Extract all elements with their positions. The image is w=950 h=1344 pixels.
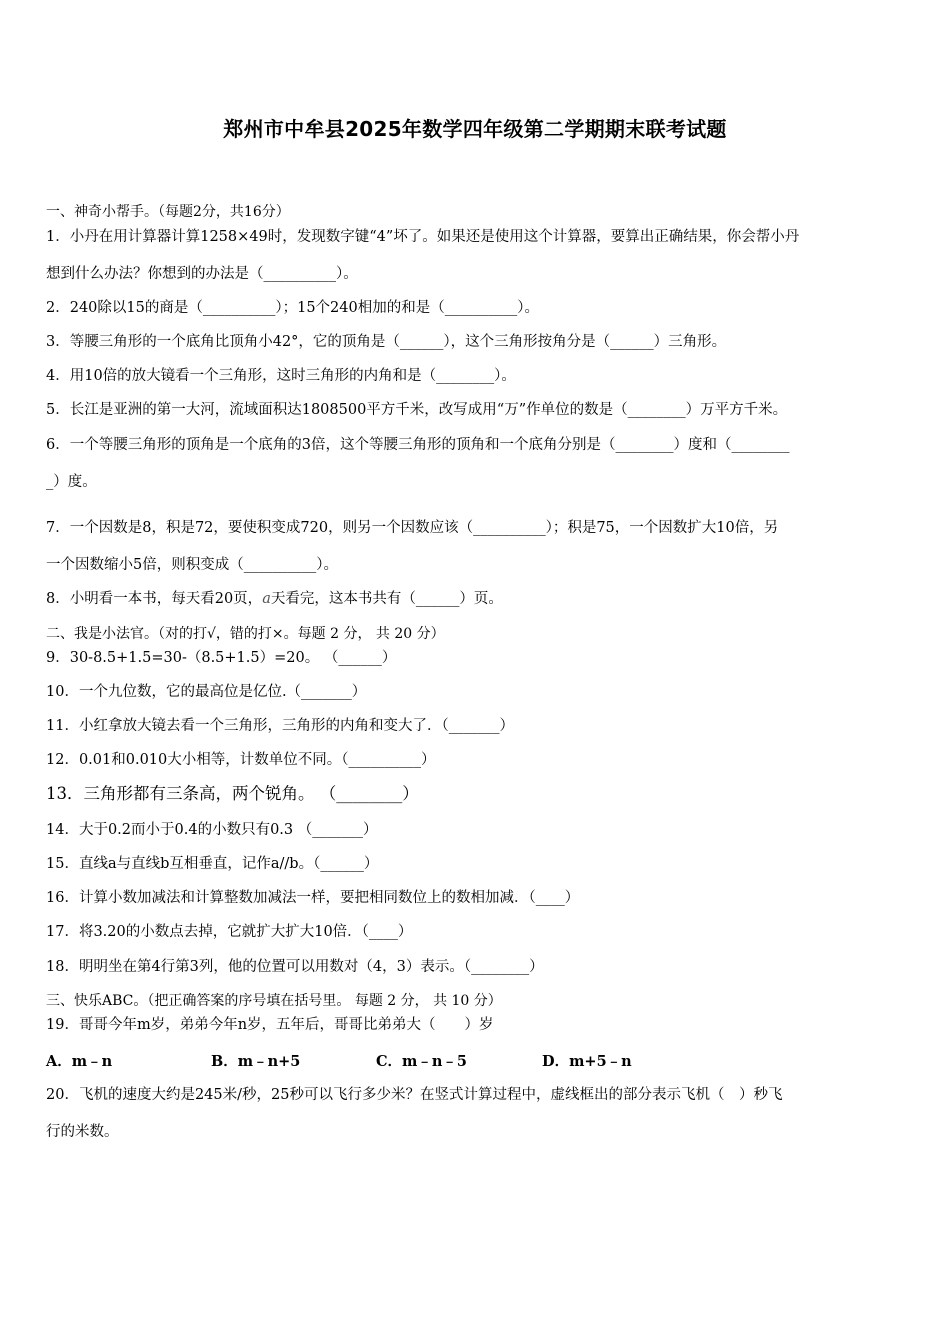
- option-d: D．m+5﹣n: [542, 1053, 632, 1070]
- question-18: 18．明明坐在第4行第3列，他的位置可以用数对（4，3）表示。（________）: [46, 959, 544, 975]
- question-8-text-after: 天看完，这本书共有（______）页。: [270, 591, 503, 607]
- question-19: 19．哥哥今年m岁，弟弟今年n岁，五年后，哥哥比弟弟大（ ）岁: [46, 1017, 494, 1033]
- question-2: 2．240除以15的商是（__________）；15个240相加的和是（__________）。: [46, 300, 539, 316]
- question-7-line-2: 一个因数缩小5倍，则积变成（__________）。: [46, 557, 338, 573]
- question-10: 10．一个九位数，它的最高位是亿位.（_______）: [46, 684, 367, 700]
- question-11: 11．小红拿放大镜去看一个三角形，三角形的内角和变大了．（_______）: [46, 718, 514, 734]
- section-2-heading: 二、我是小法官。（对的打√，错的打×。每题 2 分， 共 20 分）: [46, 626, 445, 642]
- question-20-line-2: 行的米数。: [46, 1124, 119, 1140]
- question-5: 5．长江是亚洲的第一大河，流域面积达1808500平方千米，改写成用“万”作单位的数是（________）万平方千米。: [46, 402, 788, 418]
- option-a: A．m﹣n: [46, 1053, 113, 1070]
- question-16: 16．计算小数加减法和计算整数加减法一样，要把相同数位上的数相加减．（____）: [46, 890, 580, 906]
- question-8-text-before: 8．小明看一本书，每天看20页，: [46, 591, 263, 607]
- question-6-line-2: _）度。: [46, 474, 97, 490]
- question-14: 14．大于0.2而小于0.4的小数只有0.3 （_______）: [46, 822, 378, 838]
- question-4: 4．用10倍的放大镜看一个三角形，这时三角形的内角和是（________）。: [46, 368, 516, 384]
- question-15: 15．直线a与直线b互相垂直，记作a//b。（______）: [46, 856, 379, 872]
- question-17: 17．将3.20的小数点去掉，它就扩大扩大10倍．（____）: [46, 924, 413, 940]
- page-title: 郑州市中牟县2025年数学四年级第二学期期末联考试题: [223, 117, 727, 141]
- question-7-line-1: 7．一个因数是8，积是72，要使积变成720，则另一个因数应该（__________）；积是75，一个因数扩大10倍，另: [46, 520, 779, 536]
- question-13: 13．三角形都有三条高，两个锐角。 （________）: [46, 784, 419, 803]
- question-1-line-1: 1．小丹在用计算器计算1258×49时，发现数字键“4”坏了。如果还是使用这个计算器，要算出正确结果，你会帮小丹: [46, 229, 800, 245]
- question-3: 3．等腰三角形的一个底角比顶角小42°，它的顶角是（______），这个三角形按角分是（______）三角形。: [46, 334, 727, 350]
- question-12: 12．0.01和0.010大小相等，计数单位不同。（__________）: [46, 752, 436, 768]
- question-6-line-1: 6．一个等腰三角形的顶角是一个底角的3倍，这个等腰三角形的顶角和一个底角分别是（________）度和（________: [46, 437, 790, 453]
- question-20-line-1: 20．飞机的速度大约是245米/秒，25秒可以飞行多少米？在竖式计算过程中，虚线框出的部分表示飞机（ ）秒飞: [46, 1087, 783, 1103]
- question-9: 9．30-8.5+1.5=30-（8.5+1.5）=20。 （______）: [46, 650, 397, 666]
- option-b: B．m﹣n+5: [211, 1053, 301, 1070]
- section-1-heading: 一、神奇小帮手。（每题2分，共16分）: [46, 204, 290, 220]
- question-8: [46, 589, 503, 609]
- section-3-heading: 三、快乐ABC。（把正确答案的序号填在括号里。 每题 2 分， 共 10 分）: [46, 993, 502, 1009]
- question-1-line-2: 想到什么办法？你想到的办法是（__________）。: [46, 266, 358, 282]
- option-c: C．m﹣n﹣5: [376, 1053, 468, 1070]
- variable-a-symbol: a: [262, 591, 271, 607]
